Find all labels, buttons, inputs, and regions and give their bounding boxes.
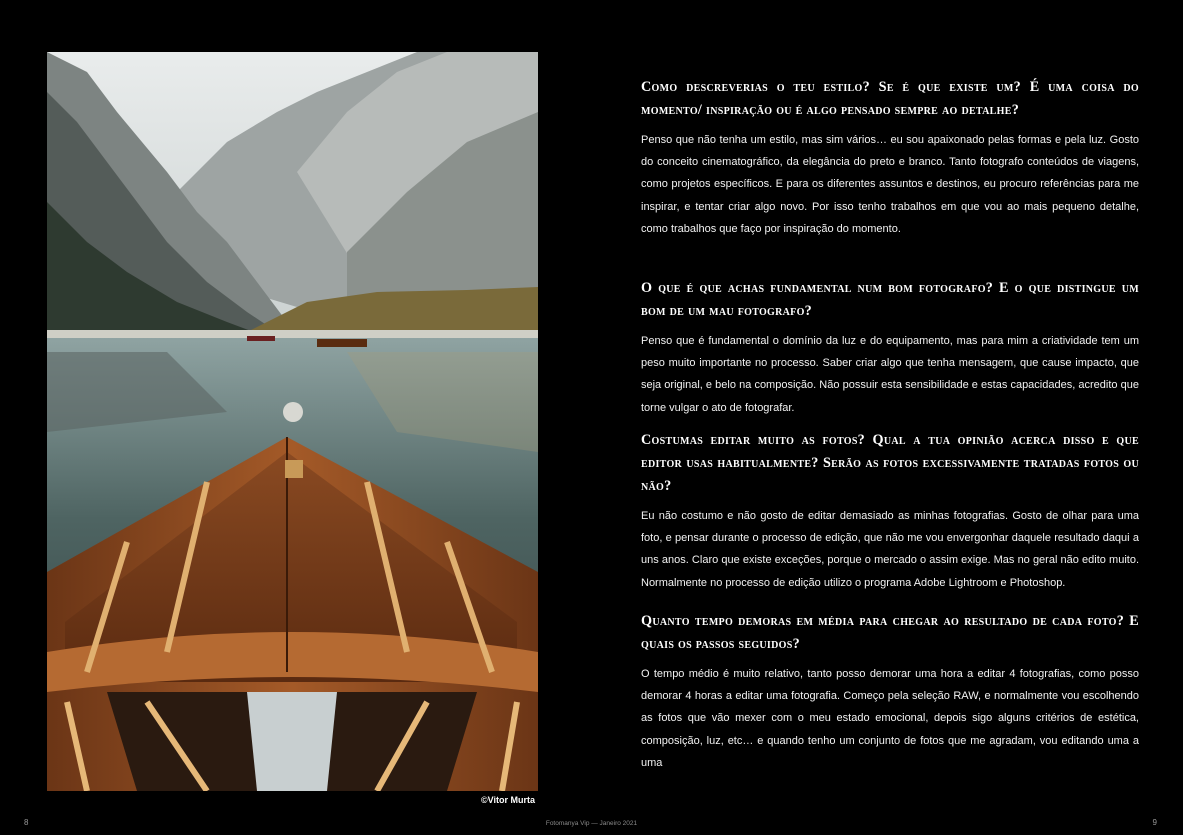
question-2: O que é que achas fundamental num bom fotografo? E o que distingue um bom de um mau fotografo?: [641, 280, 1139, 319]
question-4: Quanto tempo demoras em média para chegar ao resultado de cada foto? E quais os passos seguidos?: [641, 613, 1139, 652]
interview-block-3: [641, 429, 1139, 594]
answer-2: Penso que é fundamental o domínio da luz e do equipamento, mas para mim a criatividade tem um peso muito importante no processo. Saber criar algo que tenha mensagem, que cause impacto, que seja original, e belo na composição. Não possuir esta sensibilidade e estas capacidades, acredito que torne vulgar o ato de fotografar.: [641, 335, 1139, 414]
photo-credit: ©Vitor Murta: [481, 795, 535, 805]
answer-3: Eu não costumo e não gosto de editar demasiado as minhas fotografias. Gosto de olhar para uma foto, e pensar durante o processo de edição, que não me vou envergonhar daquele resultado daqui a uns anos. Claro que existe exceções, porque o mercado o assim exige. Mas no geral não edito muito. Normalmente no processo de edição utilizo o programa Adobe Lightroom e Photoshop.: [641, 510, 1139, 589]
answer-1: Penso que não tenha um estilo, mas sim vários… eu sou apaixonado pelas formas e pela luz. Gosto do conceito cinematográfico, da elegância do preto e branco. Tanto fotografo conteúdos de viagens, como projetos específicos. E para os diferentes assuntos e destinos, eu procuro referências para me inspirar, e tentar criar algo novo. Por isso tenho trabalhos em que vou ao mais pequeno detalhe, como trabalhos que faço por inspiração do momento.: [641, 134, 1139, 235]
page-number-left: 8: [24, 818, 29, 827]
interview-block-4: [641, 610, 1139, 774]
page-number-right: 9: [1152, 818, 1157, 827]
photo-illustration: [47, 52, 538, 791]
boat-lake-photo: [47, 52, 538, 791]
question-3: Costumas editar muito as fotos? Qual a tua opinião acerca disso e que editor usas habitualmente? Serão as fotos excessivamente tratadas fotos ou não?: [641, 432, 1139, 494]
answer-4: O tempo médio é muito relativo, tanto posso demorar uma hora a editar 4 fotografias, como posso demorar 4 horas a editar uma fotografia. Começo pela seleção RAW, e normalmente vou escolhendo as fotos que vão mexer com o meu estado emocional, depois sigo alguns critérios de estética, composição, luz, etc… e quando tenho um conjunto de fotos que me agradam, vou editando uma a uma: [641, 668, 1139, 769]
question-1: Como descreverias o teu estilo? Se é que existe um? É uma coisa do momento/ inspiração ou é algo pensado sempre ao detalhe?: [641, 79, 1139, 118]
interview-block-1: [641, 76, 1139, 240]
interview-block-2: [641, 277, 1139, 419]
magazine-footer: Fotomanya Vip — Janeiro 2021: [545, 820, 638, 827]
